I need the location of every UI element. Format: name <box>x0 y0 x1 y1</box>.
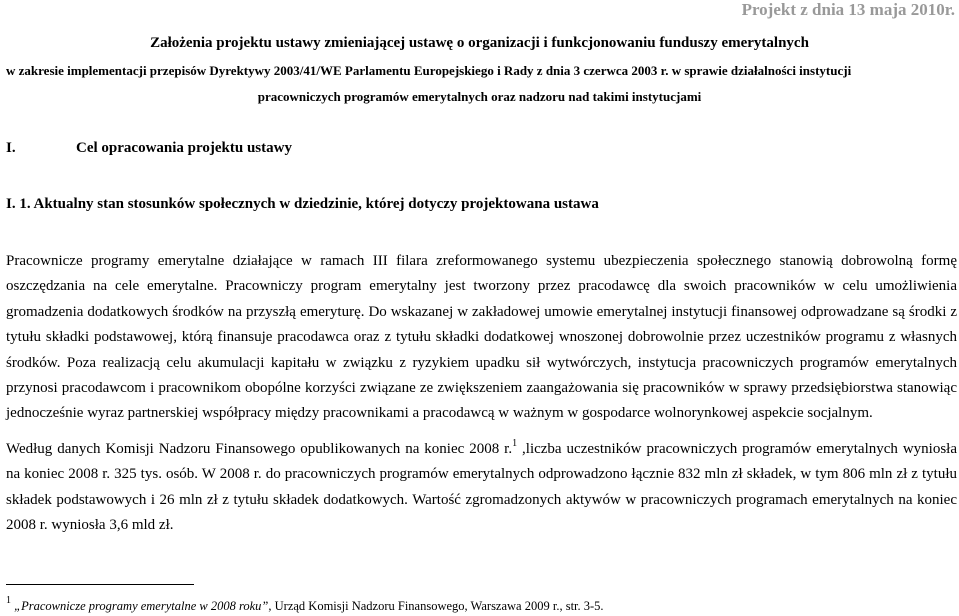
document-title-line-1: Założenia projektu ustawy zmieniającej ustawę o organizacji i funkcjonowaniu funduszy emerytalnych <box>150 35 809 51</box>
footnote-separator <box>6 584 194 585</box>
footnote-number: 1 <box>6 595 11 606</box>
footnote-source: , Urząd Komisji Nadzoru Finansowego, Warszawa 2009 r., str. 3-5. <box>268 599 604 613</box>
body-text <box>6 249 957 538</box>
document-title-line-2: w zakresie implementacji przepisów Dyrektywy 2003/41/WE Parlamentu Europejskiego i Rady z dnia 3 czerwca 2003 r. w sprawie działalności instytucji <box>6 63 852 78</box>
paragraph-2-rest: ,liczba uczestników pracowniczych programów emerytalnych wyniosła na koniec 2008 r. 325 tys. osób. W 2008 r. do pracowniczych programów emerytalnych odprowadzono łącznie 832 mln zł składek, w tym 806 mln zł z tytułu składek podstawowych i 26 mln zł z tytułu składek dodatkowych. Wartość zgromadzonych aktywów w pracowniczych programach emerytalnych na koniec 2008 r. wyniosła 3,6 mld zł. <box>6 440 957 534</box>
footnote-title: „Pracownicze programy emerytalne w 2008 roku” <box>14 599 269 613</box>
document-date: Projekt z dnia 13 maja 2010r. <box>741 0 955 19</box>
paragraph-2 <box>6 431 957 539</box>
document-title-line-3: pracowniczych programów emerytalnych oraz nadzoru nad takimi instytucjami <box>257 89 702 104</box>
footnote <box>6 595 604 614</box>
section-number: I. <box>6 140 16 156</box>
section-title: Cel opracowania projektu ustawy <box>76 140 292 156</box>
subsection-heading: I. 1. Aktualny stan stosunków społecznych w dziedzinie, której dotyczy projektowana ustawa <box>6 196 599 212</box>
paragraph-2-start: Według danych Komisji Nadzoru Finansowego opublikowanych na koniec 2008 r. <box>6 440 513 457</box>
paragraph-1: Pracownicze programy emerytalne działające w ramach III filara zreformowanego systemu ubezpieczenia społecznego stanowią dobrowolną formę oszczędzania na cele emerytalne. Pracowniczy program emerytalny jest tworzony przez pracodawcę dla swoich pracowników w celu umożliwienia gromadzenia dodatkowych środków na przyszłą emeryturę. Do wskazanej w zakładowej umowie emerytalnej instytucji finansowej odprowadzane są środki z tytułu składki podstawowej, którą finansuje pracodawca oraz z tytułu składki dodatkowej wnoszonej dobrowolnie przez uczestników programu z własnych środków. Poza realizacją celu akumulacji kapitału w związku z ryzykiem upadku sił wytwórczych, instytucja pracowniczych programów emerytalnych przynosi pracodawcom i pracownikom obopólne korzyści związane ze zwiększeniem zaangażowania się pracowników w sprawy przedsiębiorstwa stanowiąc jednocześnie wyraz partnerskiej współpracy między pracownikami a pracodawcą w ważnym w gospodarce wolnorynkowej aspekcie socjalnym. <box>6 253 957 422</box>
section-heading <box>6 140 292 157</box>
footnote-reference: 1 <box>512 437 518 449</box>
